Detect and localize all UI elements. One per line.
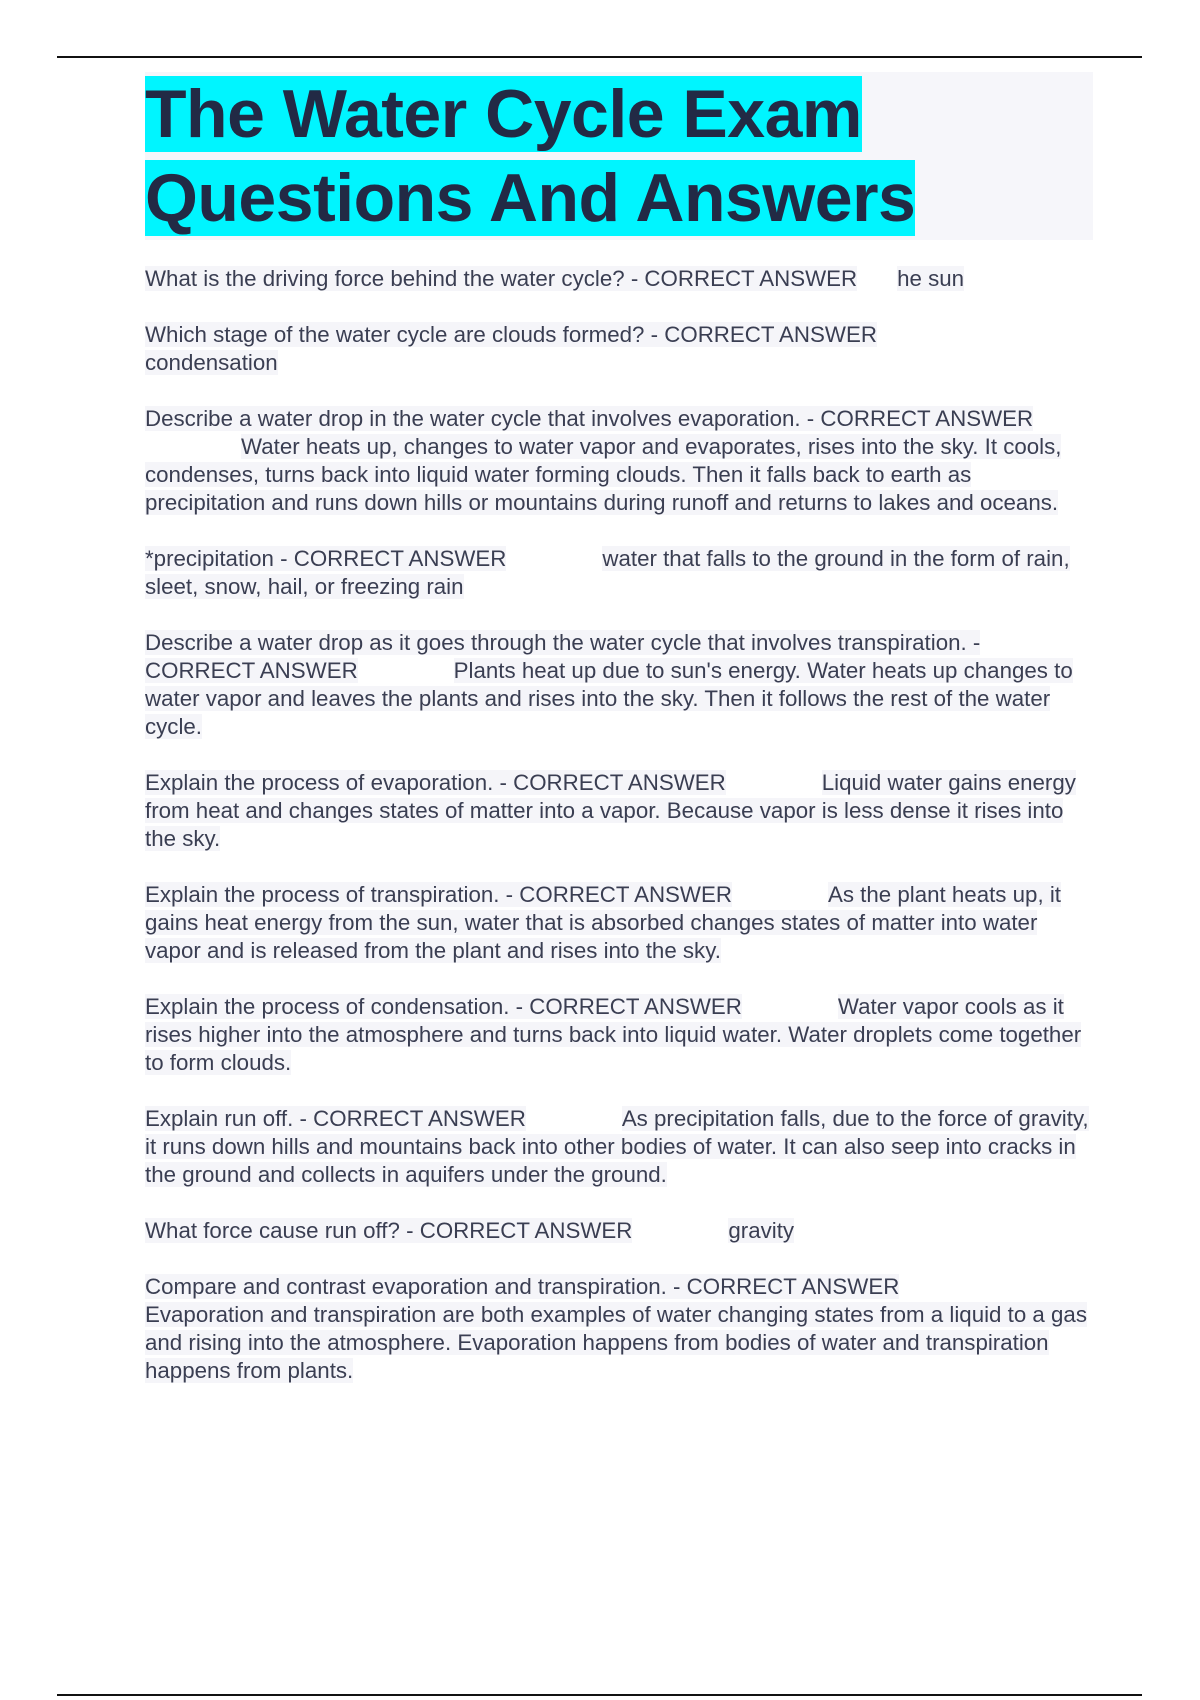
question: Compare and contrast evaporation and transpiration. - CORRECT ANSWER <box>145 1274 900 1299</box>
qa-item <box>145 1105 1095 1189</box>
page-title <box>145 72 1093 240</box>
title-line-1: The Water Cycle Exam <box>145 76 862 152</box>
qa-item <box>145 321 1095 377</box>
qa-list <box>145 265 1095 1413</box>
answer: As the plant heats up, it gains heat energy from the sun, water that is absorbed changes states of matter into water vapor and is released from the plant and rises into the sky. <box>145 882 1061 963</box>
question: Explain the process of transpiration. - CORRECT ANSWER <box>145 882 732 907</box>
question: Explain the process of evaporation. - CORRECT ANSWER <box>145 770 726 795</box>
qa-item <box>145 769 1095 853</box>
qa-item <box>145 265 1095 293</box>
answer: water that falls to the ground in the form of rain, sleet, snow, hail, or freezing rain <box>145 546 1070 599</box>
qa-item <box>145 881 1095 965</box>
question: *precipitation - CORRECT ANSWER <box>145 546 507 571</box>
qa-item <box>145 405 1095 517</box>
answer: Evaporation and transpiration are both examples of water changing states from a liquid to a gas and rising into the atmosphere. Evaporation happens from bodies of water and transpiration happens from plants. <box>145 1302 1087 1383</box>
bottom-rule <box>57 1694 1142 1696</box>
qa-item <box>145 1217 1095 1245</box>
answer: Liquid water gains energy from heat and changes states of matter into a vapor. Because vapor is less dense it rises into the sky. <box>145 770 1076 851</box>
question: Explain the process of condensation. - CORRECT ANSWER <box>145 994 742 1019</box>
answer: Water vapor cools as it rises higher into the atmosphere and turns back into liquid water. Water droplets come together to form clouds. <box>145 994 1082 1075</box>
qa-item <box>145 629 1095 741</box>
question: What force cause run off? - CORRECT ANSWER <box>145 1218 633 1243</box>
qa-item <box>145 1273 1095 1385</box>
answer: he sun <box>897 266 965 291</box>
question: Describe a water drop as it goes through the water cycle that involves transpiration. - CORRECT ANSWER <box>145 630 981 683</box>
question: Explain run off. - CORRECT ANSWER <box>145 1106 526 1131</box>
answer: Water heats up, changes to water vapor and evaporates, rises into the sky. It cools, condenses, turns back into liquid water forming clouds. Then it falls back to earth as precipitation and runs down hills or mountains during runoff and returns to lakes and oceans. <box>145 434 1062 515</box>
title-line-2: Questions And Answers <box>145 160 916 236</box>
answer: condensation <box>145 350 278 375</box>
question: Which stage of the water cycle are clouds formed? - CORRECT ANSWER <box>145 322 877 347</box>
qa-item <box>145 993 1095 1077</box>
title-block <box>145 72 1093 240</box>
qa-item <box>145 545 1095 601</box>
top-rule <box>57 56 1142 58</box>
answer: As precipitation falls, due to the force of gravity, it runs down hills and mountains back into other bodies of water. It can also seep into cracks in the ground and collects in aquifers under the ground. <box>145 1106 1089 1187</box>
answer: gravity <box>728 1218 795 1243</box>
question: Describe a water drop in the water cycle that involves evaporation. - CORRECT ANSWER <box>145 406 1034 431</box>
question: What is the driving force behind the water cycle? - CORRECT ANSWER <box>145 266 858 291</box>
answer: Plants heat up due to sun's energy. Water heats up changes to water vapor and leaves the plants and rises into the sky. Then it follows the rest of the water cycle. <box>145 658 1073 739</box>
